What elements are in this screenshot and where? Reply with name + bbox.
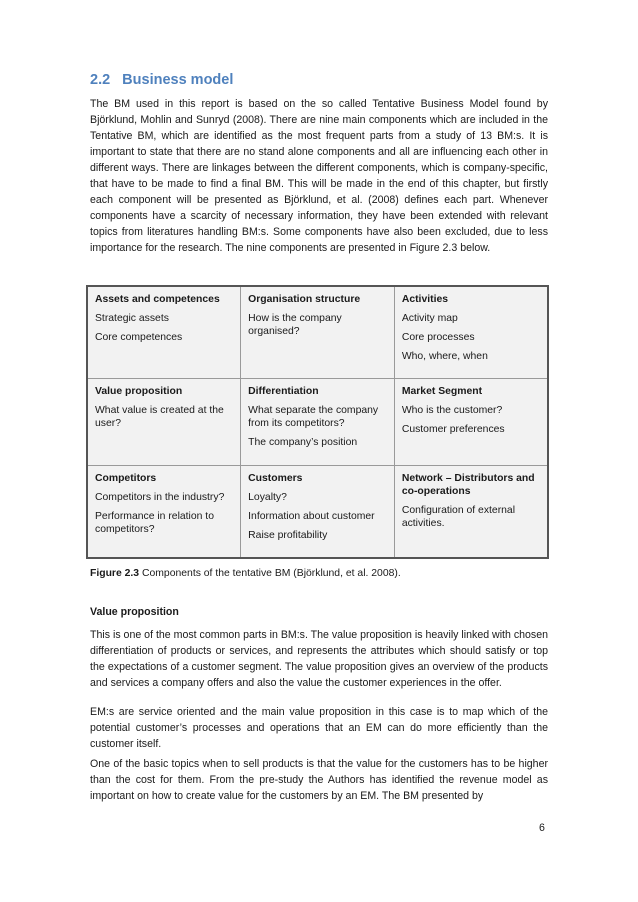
table-cell [87, 379, 241, 465]
table-cell [241, 379, 395, 465]
body-paragraph: One of the basic topics when to sell products is that the value for the customers has to be higher than the cost for them. From the pre-study the Authors has identified the revenue model as important on how to create value for the customers by an EM. The BM presented by [90, 758, 548, 802]
table-cell [87, 286, 241, 379]
cell-item: Core processes [401, 332, 475, 343]
table-cell [394, 379, 548, 465]
cell-title: Differentiation [248, 386, 319, 398]
cell-title: Activities [401, 294, 449, 305]
body-paragraph: This is one of the most common parts in BM:s. The value proposition is heavily linked with chosen differentiation of products or services, and represents the attributes which should satisfy or top the expectations of a customer segment. The value proposition gives an overview of the products and services a company offers and also the value the customer experiences in the offer. [90, 629, 548, 689]
cell-item: What value is created at the user? [95, 405, 224, 430]
cell-item: Information about customer [248, 510, 375, 522]
cell-item: Configuration of external activities. [401, 504, 516, 529]
figure-caption [90, 568, 401, 579]
table-cell [394, 465, 548, 558]
cell-item: Strategic assets [95, 313, 169, 324]
cell-item: Customer preferences [401, 424, 505, 436]
body-paragraph: EM:s are service oriented and the main value proposition in this case is to map which of the potential customer’s processes and operations that an EM can do more efficiently than the customer itself. [90, 706, 548, 750]
cell-item: Raise profitability [248, 529, 328, 541]
cell-item: Performance in relation to competitors? [95, 510, 214, 535]
section-title: Business model [122, 72, 234, 88]
cell-title: Competitors [95, 472, 157, 484]
cell-title: Market Segment [401, 386, 483, 398]
page-number: 6 [539, 822, 545, 834]
cell-item: Who is the customer? [401, 405, 503, 417]
cell-title: Customers [248, 472, 303, 484]
cell-title: Value proposition [95, 386, 183, 398]
section-heading [90, 72, 233, 88]
table-cell [87, 465, 241, 558]
table-cell [394, 286, 548, 379]
table-row [87, 286, 548, 379]
section-number: 2.2 [90, 72, 111, 88]
cell-title: Organisation structure [248, 294, 361, 305]
cell-title: Network – Distributors and co-operations [401, 472, 535, 497]
cell-item: The company’s position [248, 437, 358, 449]
intro-paragraph: The BM used in this report is based on the so called Tentative Business Model found by Björklund, Mohlin and Sunryd (2008). There are nine main components which are included in the Tentative BM, which are identified as the most frequent parts from a study of 13 BM:s. It is important to state that there are no stand alone components and all are influencing each other in different ways. There are linkages between the different components, which is company-specific, that have to be made to find a final BM. This will be made in the end of this chapter, but firstly each component will be presented as Björklund, et al. (2008) defines each part. Whenever components have a scarcity of necessary information, they have been extended with relevant topics from literatures handling BM:s. Some components have also been excluded, due to less importance for the research. The nine components are presented in Figure 2.3 below. [90, 98, 548, 254]
cell-item: What separate the company from its competitors? [248, 405, 379, 430]
subheading-value-proposition: Value proposition [90, 606, 179, 618]
table-row [87, 465, 548, 558]
cell-item: How is the company organised? [248, 313, 342, 337]
cell-item: Who, where, when [401, 351, 488, 362]
cell-item: Loyalty? [248, 491, 287, 503]
cell-title: Assets and competences [95, 294, 220, 305]
table-cell [241, 465, 395, 558]
cell-item: Activity map [401, 313, 458, 324]
figure-label: Figure 2.3 [90, 568, 140, 579]
figure-caption-text: Components of the tentative BM (Björklund, et al. 2008). [139, 568, 401, 579]
cell-item: Core competences [95, 332, 183, 343]
table-row [87, 379, 548, 465]
cell-item: Competitors in the industry? [95, 491, 225, 503]
components-table [86, 285, 549, 559]
table-cell [241, 286, 395, 379]
